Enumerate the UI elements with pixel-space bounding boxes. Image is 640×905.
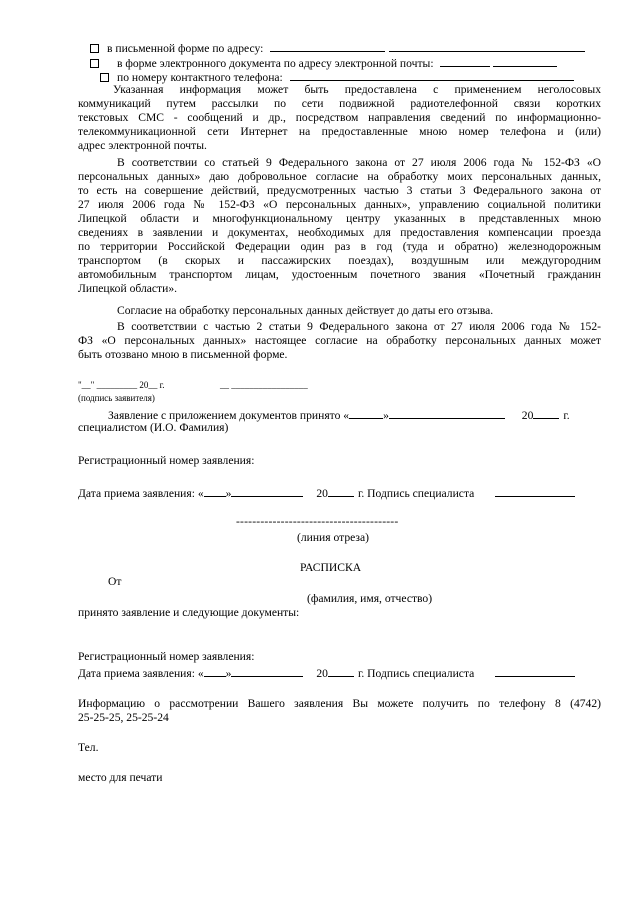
cut-line: ---------------------------------------- bbox=[236, 515, 399, 528]
raspiska-title: РАСПИСКА bbox=[300, 561, 362, 574]
mail-address-field-1[interactable] bbox=[270, 40, 385, 52]
consent-para-line: транспортом (в скорых и пассажирских поездах), воздушным или междугородним bbox=[78, 254, 601, 267]
checkbox-phone[interactable] bbox=[100, 73, 109, 82]
delivery-option-mail: в письменной форме по адресу: bbox=[90, 40, 585, 56]
consent-para-line: то есть на совершение действий, предусмотренных частью 3 статьи 3 Федерального закона от bbox=[78, 184, 601, 197]
raspiska-date-line: Дата приема заявления: « » 20 г. Подпись специалиста bbox=[78, 665, 575, 681]
raspiska-phones: 25-25-25, 25-25-24 bbox=[78, 711, 169, 724]
raspiska-month-field[interactable] bbox=[231, 665, 303, 677]
revoke-para-line: быть отозвано мною в письменной форме. bbox=[78, 348, 288, 361]
accepted-day-field[interactable] bbox=[349, 407, 383, 419]
consent-para-line: автомобильным транспортом лицам, удостоенным почетного звания «Почетный гражданин bbox=[78, 268, 601, 281]
consent-para-line: В соответствии со статьей 9 Федерального закона от 27 июля 2006 года № 152-ФЗ «О bbox=[117, 156, 601, 169]
info-para-line: коммуникаций путем рассылки по сети подвижной радиотелефонной связи коротких bbox=[78, 97, 601, 110]
raspiska-accepted-docs: принято заявление и следующие документы: bbox=[78, 606, 300, 619]
sign-caption: (подпись заявителя) bbox=[78, 393, 155, 403]
info-para-line: текстовых СМС - сообщений и др., посредством направления сведений по информационно- bbox=[78, 111, 601, 124]
raspiska-day-field[interactable] bbox=[204, 665, 226, 677]
mail-address-field-2[interactable] bbox=[389, 40, 585, 52]
accepted-line: Заявление с приложением документов принято « » 20 г. bbox=[108, 409, 570, 422]
phone-field[interactable] bbox=[290, 69, 574, 81]
raspiska-reg-number: Регистрационный номер заявления: bbox=[78, 650, 255, 663]
revoke-para-line: В соответствии с частью 2 статьи 9 Федерального закона от 27 июля 2006 года № 152- bbox=[117, 320, 601, 333]
checkbox-mail[interactable] bbox=[90, 44, 99, 53]
raspiska-year-field[interactable] bbox=[328, 665, 354, 677]
specialist-signature-field[interactable] bbox=[495, 485, 575, 497]
consent-para-line: сведениях в заявлении и документах, необходимых для предоставления компенсации проезда bbox=[78, 226, 601, 239]
accepted-specialist: специалистом (И.О. Фамилия) bbox=[78, 421, 229, 434]
consent-para-line: по территории Российской Федерации один раз в год (туда и обратно) железнодорожным bbox=[78, 240, 601, 253]
raspiska-tel: Тел. bbox=[78, 741, 99, 754]
receipt-date-line: Дата приема заявления: « » 20 г. Подпись специалиста bbox=[78, 485, 575, 501]
raspiska-info-line: Информацию о рассмотрении Вашего заявления Вы можете получить по телефону 8 (4742) bbox=[78, 697, 601, 710]
sign-signature-line[interactable]: __ _________________ bbox=[220, 380, 308, 390]
consent-para-line: Липецкой области и многофункциональному центру указанных в представленных мною bbox=[78, 212, 601, 225]
raspiska-fio-caption: (фамилия, имя, отчество) bbox=[307, 592, 433, 605]
accepted-month-field[interactable] bbox=[389, 407, 505, 419]
validity-text: Согласие на обработку персональных данных действует до даты его отзыва. bbox=[117, 304, 494, 317]
reg-number-label: Регистрационный номер заявления: bbox=[78, 454, 255, 467]
checkbox-email[interactable] bbox=[90, 59, 99, 68]
consent-para-line: персональных данных» даю добровольное согласие на обработку моих персональных данных, bbox=[78, 170, 601, 183]
stamp-place: место для печати bbox=[78, 771, 163, 784]
receipt-month-field[interactable] bbox=[231, 485, 303, 497]
consent-para-line: 27 июля 2006 года № 152-ФЗ «О персональных данных», управлению социальной политики bbox=[78, 198, 601, 211]
revoke-para-line: ФЗ «О персональных данных» настоящее согласие на обработку персональных данных может bbox=[78, 334, 601, 347]
raspiska-signature-field[interactable] bbox=[495, 665, 575, 677]
receipt-year-field[interactable] bbox=[328, 485, 354, 497]
raspiska-from: От bbox=[108, 575, 122, 588]
accepted-year-field[interactable] bbox=[533, 407, 559, 419]
receipt-day-field[interactable] bbox=[204, 485, 226, 497]
consent-para-line: Липецкой области». bbox=[78, 282, 178, 295]
cut-caption: (линия отреза) bbox=[297, 531, 370, 544]
info-para-line: Указанная информация может быть предоставлена с применением неголосовых bbox=[113, 83, 601, 96]
delivery-option-phone: по номеру контактного телефона: bbox=[100, 69, 574, 85]
email-field-1[interactable] bbox=[440, 55, 490, 67]
info-para-line: адрес электронной почты. bbox=[78, 139, 207, 152]
email-field-2[interactable] bbox=[493, 55, 557, 67]
sign-date-line[interactable]: "__" _________ 20__ г. bbox=[78, 380, 165, 390]
delivery-option-email: в форме электронного документа по адресу электронной почты: bbox=[90, 55, 557, 71]
info-para-line: телекоммуникационной сети Интернет на предоставленные мною номер телефона и (или) bbox=[78, 125, 601, 138]
